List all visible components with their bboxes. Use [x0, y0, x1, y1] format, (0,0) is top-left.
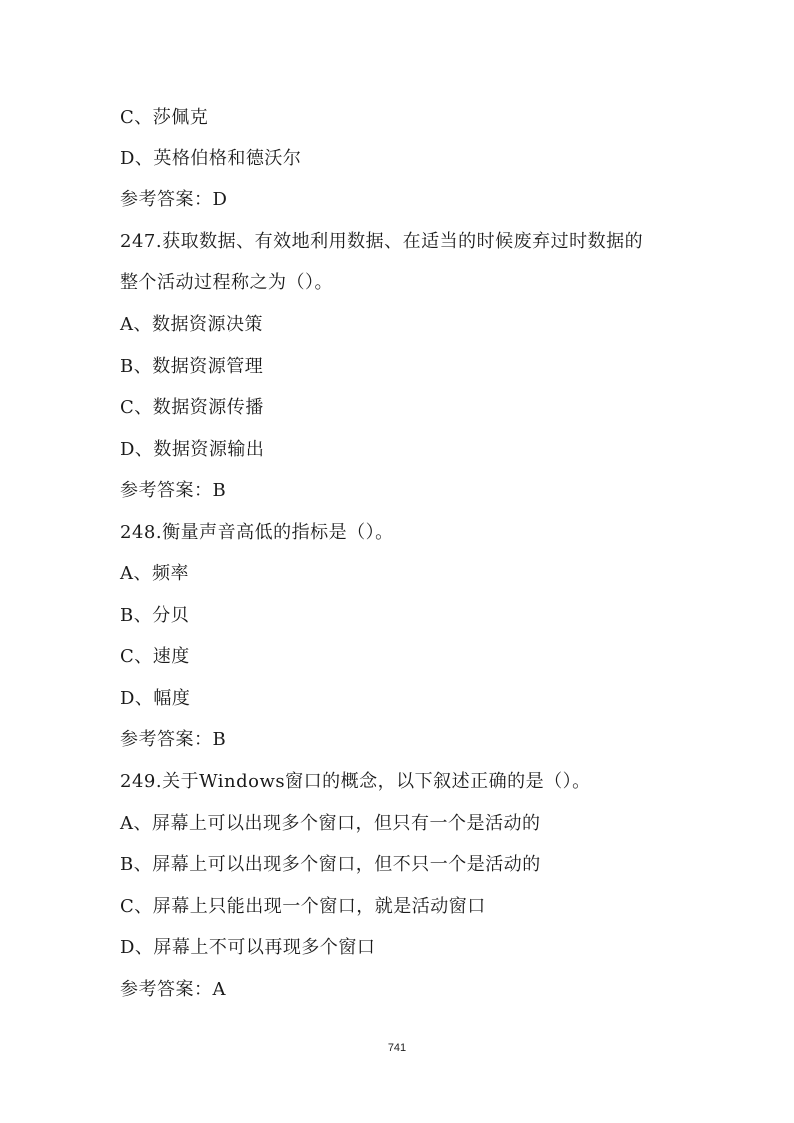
option-d-q247: D、数据资源输出 — [120, 439, 265, 460]
option-d-q246: D、英格伯格和德沃尔 — [120, 148, 302, 169]
option-d-q249: D、屏幕上不可以再现多个窗口 — [120, 937, 376, 958]
answer-q248: 参考答案：B — [120, 729, 227, 750]
option-a-q247: A、数据资源决策 — [120, 314, 263, 335]
question-248: 248.衡量声音高低的指标是（）。 — [120, 522, 394, 543]
answer-q247: 参考答案：B — [120, 480, 227, 501]
option-a-q249: A、屏幕上可以出现多个窗口，但只有一个是活动的 — [120, 813, 541, 834]
option-b-q249: B、屏幕上可以出现多个窗口，但不只一个是活动的 — [120, 854, 541, 875]
option-c-q248: C、速度 — [120, 646, 190, 667]
option-c-q247: C、数据资源传播 — [120, 397, 264, 418]
answer-q246: 参考答案：D — [120, 189, 228, 210]
option-b-q248: B、分贝 — [120, 605, 190, 626]
option-c-q246: C、莎佩克 — [120, 107, 209, 128]
question-247-line2: 整个活动过程称之为（）。 — [120, 272, 333, 293]
question-247-line1: 247.获取数据、有效地利用数据、在适当的时候废弃过时数据的 — [120, 231, 644, 252]
answer-q249: 参考答案：A — [120, 979, 226, 1000]
option-b-q247: B、数据资源管理 — [120, 356, 264, 377]
option-d-q248: D、幅度 — [120, 688, 191, 709]
page-number: 741 — [387, 1042, 407, 1054]
option-a-q248: A、频率 — [120, 563, 189, 584]
question-249: 249.关于Windows窗口的概念，以下叙述正确的是（）。 — [120, 771, 591, 792]
option-c-q249: C、屏幕上只能出现一个窗口，就是活动窗口 — [120, 896, 486, 917]
